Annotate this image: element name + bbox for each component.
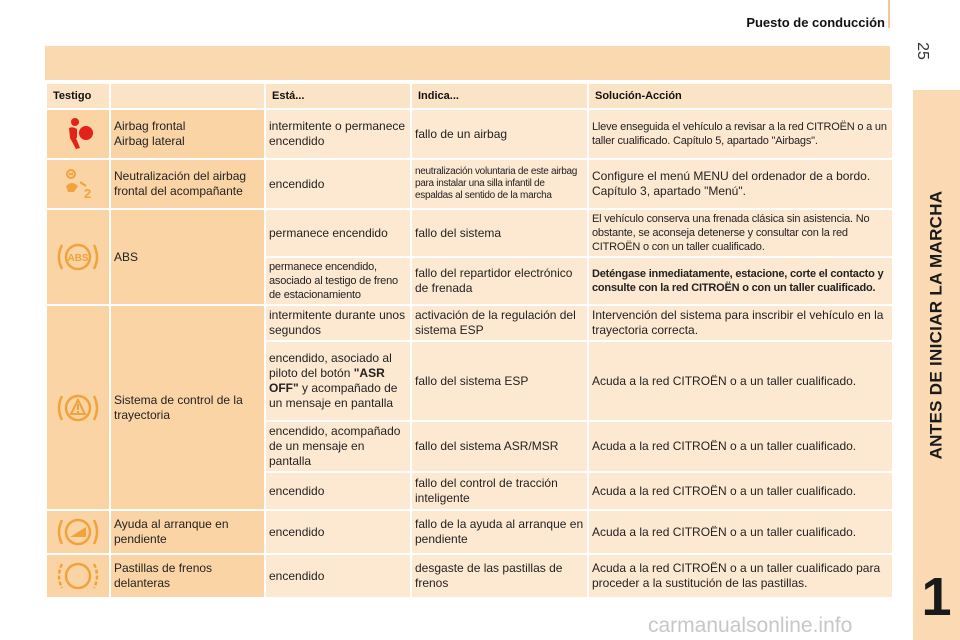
table-row xyxy=(47,555,892,597)
section-title: Puesto de conducción xyxy=(746,15,885,30)
table-row xyxy=(47,160,892,208)
abs-state-1: permanece encendido xyxy=(266,210,410,256)
esp-indicates-2: fallo del sistema ESP xyxy=(412,342,587,420)
header-indica: Indica... xyxy=(412,84,587,108)
abs-indicates-1: fallo del sistema xyxy=(412,210,587,256)
watermark: carmanualsonline.info xyxy=(648,614,853,637)
asr-off-label: "ASR OFF" xyxy=(269,366,385,395)
esp-state-2: encendido, asociado al piloto del botón "ASR OFF" y acompañado de un mensaje en pantalla xyxy=(266,342,410,420)
svg-text:ABS: ABS xyxy=(67,253,89,264)
abs-action-1: El vehículo conserva una frenada clásica sin asistencia. No obstante, se aconseja detenerse y consultar con la red CITROËN o con un taller cualificado. xyxy=(589,210,892,256)
airbag-name: Airbag frontal Airbag lateral xyxy=(111,110,264,158)
esp-action-3: Acuda a la red CITROËN o a un taller cualificado. xyxy=(589,422,892,471)
esp-indicates-3: fallo del sistema ASR/MSR xyxy=(412,422,587,471)
header-solucion: Solución-Acción xyxy=(589,84,892,108)
esp-action-2: Acuda a la red CITROËN o a un taller cualificado. xyxy=(589,342,892,420)
esp-action-1: Intervención del sistema para inscribir el vehículo en la trayectoria correcta. xyxy=(589,306,892,340)
chapter-number: 1 xyxy=(921,567,952,627)
pads-action: Acuda a la red CITROËN o a un taller cualificado para proceder a la sustitución de las pastillas. xyxy=(589,555,892,597)
esp-state-1: intermitente durante unos segundos xyxy=(266,306,410,340)
esp-name: Sistema de control de la trayectoria xyxy=(111,306,264,509)
header-esta: Está... xyxy=(266,84,410,108)
hill-indicates: fallo de la ayuda al arranque en pendiente xyxy=(412,511,587,553)
warning-lights-table xyxy=(45,82,894,599)
hill-state: encendido xyxy=(266,511,410,553)
esp-indicates-4: fallo del control de tracción inteligente xyxy=(412,473,587,509)
abs-state-2: permanece encendido, asociado al testigo de freno de estacionamiento xyxy=(266,258,410,304)
table-banner xyxy=(45,46,890,80)
abs-action-2: Deténgase inmediatamente, estacione, corte el contacto y consulte con la red CITROËN o con un taller cualificado. xyxy=(589,258,892,304)
table-row xyxy=(47,210,892,256)
page-number: 25 xyxy=(913,42,931,60)
abs-icon xyxy=(47,210,109,304)
esp-state-3: encendido, acompañado de un mensaje en pantalla xyxy=(266,422,410,471)
header-blank xyxy=(111,84,264,108)
neutral-action: Configure el menú MENU del ordenador de a bordo. Capítulo 3, apartado "Menú". xyxy=(589,160,892,208)
hill-name: Ayuda al arranque en pendiente xyxy=(111,511,264,553)
header-testigo: Testigo xyxy=(47,84,109,108)
pads-state: encendido xyxy=(266,555,410,597)
hill-action: Acuda a la red CITROËN o a un taller cualificado. xyxy=(589,511,892,553)
neutral-state: encendido xyxy=(266,160,410,208)
neutral-name: Neutralización del airbag frontal del acompañante xyxy=(111,160,264,208)
abs-indicates-2: fallo del repartidor electrónico de frenada xyxy=(412,258,587,304)
table-row xyxy=(47,110,892,158)
header-divider xyxy=(888,0,890,28)
airbag-state: intermitente o permanece encendido xyxy=(266,110,410,158)
esp-action-4: Acuda a la red CITROËN o a un taller cualificado. xyxy=(589,473,892,509)
brake-pads-icon xyxy=(47,555,109,597)
passenger-airbag-off-icon xyxy=(47,160,109,208)
pads-name: Pastillas de frenos delanteras xyxy=(111,555,264,597)
airbag-indicates: fallo de un airbag xyxy=(412,110,587,158)
table-header-row xyxy=(47,84,892,108)
hill-start-assist-icon xyxy=(47,511,109,553)
airbag-icon xyxy=(47,110,109,158)
chapter-side-tab xyxy=(913,90,960,640)
airbag-action: Lleve enseguida el vehículo a revisar a la red CITROËN o a un taller cualificado. Capítulo 5, apartado "Airbags". xyxy=(589,110,892,158)
table-row xyxy=(47,511,892,553)
abs-name: ABS xyxy=(111,210,264,304)
esp-state-4: encendido xyxy=(266,473,410,509)
esp-indicates-1: activación de la regulación del sistema ESP xyxy=(412,306,587,340)
svg-text:2: 2 xyxy=(84,186,92,201)
table-row xyxy=(47,306,892,340)
pads-indicates: desgaste de las pastillas de frenos xyxy=(412,555,587,597)
trajectory-control-icon xyxy=(47,306,109,509)
neutral-indicates: neutralización voluntaria de este airbag para instalar una silla infantil de espaldas al sentido de la marcha xyxy=(412,160,587,208)
chapter-title: ANTES DE INICIAR LA MARCHA xyxy=(926,190,946,460)
